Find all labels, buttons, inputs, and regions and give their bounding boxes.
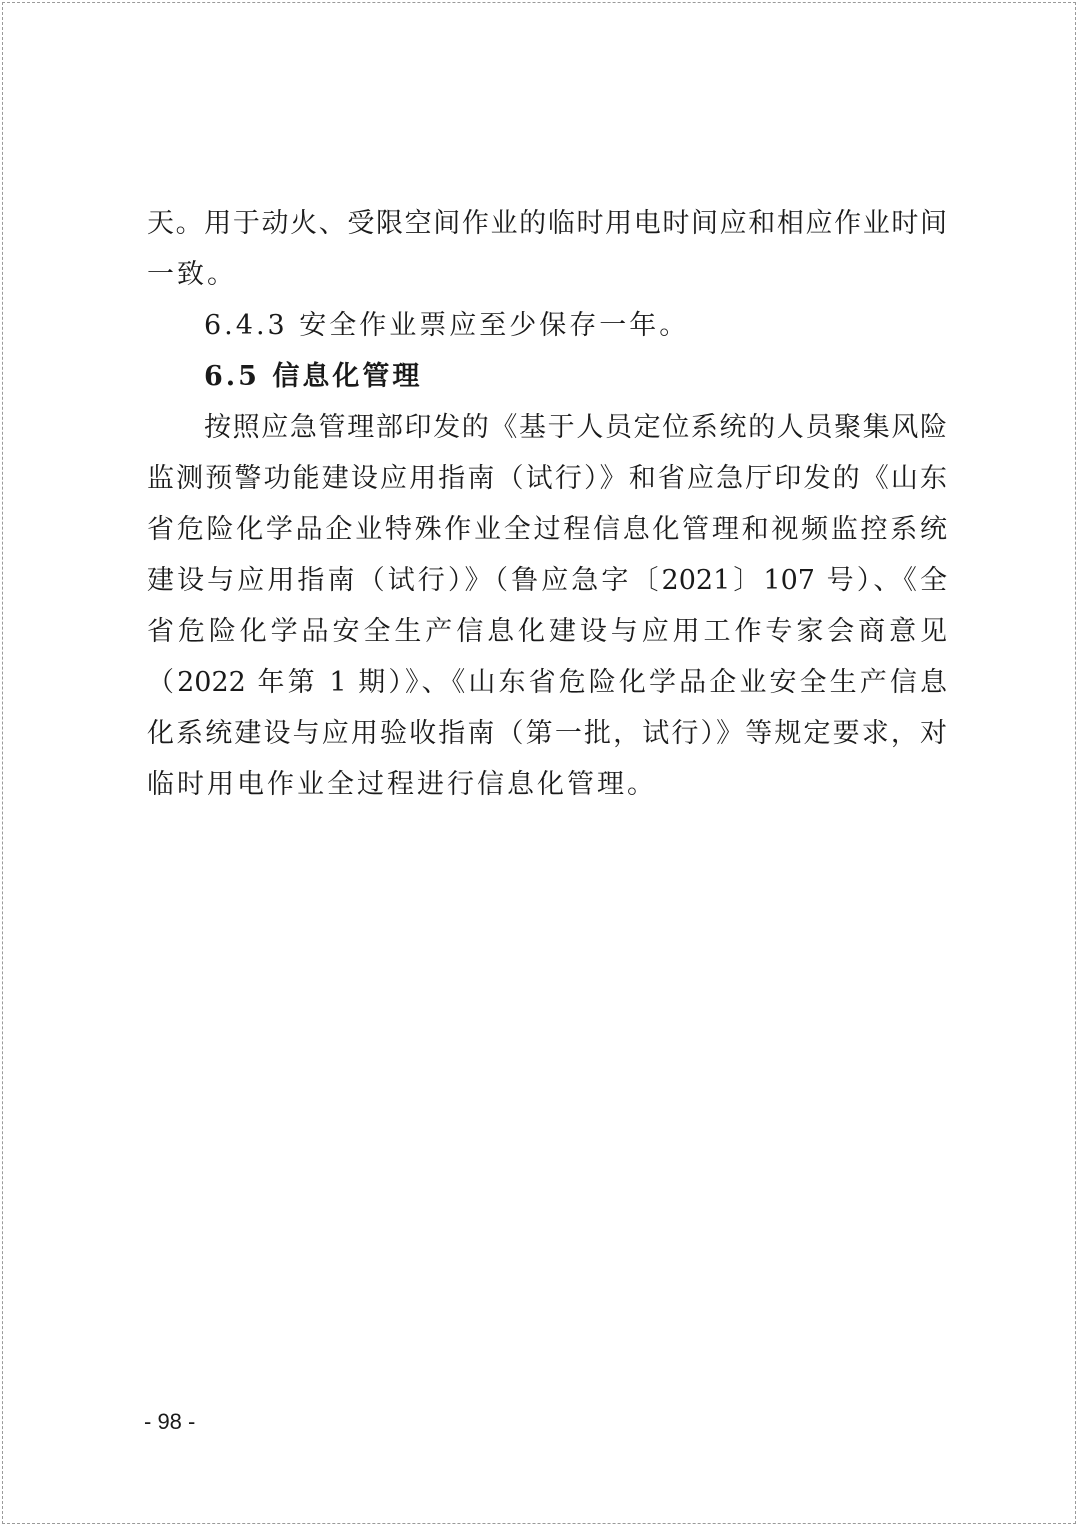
clause-6-4-3: 6.4.3 安全作业票应至少保存一年。 <box>204 310 690 341</box>
page-number: - 98 - <box>144 1409 196 1434</box>
body-text-line: 化系统建设与应用验收指南（第一批，试行）》等规定要求，对 <box>147 718 947 749</box>
body-text-line: 天。用于动火、受限空间作业的临时用电时间应和相应作业时间 <box>147 208 947 239</box>
body-text-line: 临时用电作业全过程进行信息化管理。 <box>147 769 657 800</box>
section-heading-6-5: 6.5 信息化管理 <box>204 361 423 392</box>
body-text-line: 建设与应用指南（试行）》（鲁应急字〔2021〕107 号）、《全 <box>147 565 947 596</box>
body-text-line: 一致。 <box>147 259 237 290</box>
body-text-line: 省危险化学品安全生产信息化建设与应用工作专家会商意见 <box>147 616 947 647</box>
body-text-line: 监测预警功能建设应用指南（试行）》和省应急厅印发的《山东 <box>147 463 947 494</box>
body-text-line: （2022 年第 1 期）》、《山东省危险化学品企业安全生产信息 <box>147 667 947 698</box>
body-text-line: 省危险化学品企业特殊作业全过程信息化管理和视频监控系统 <box>147 514 947 545</box>
document-body <box>147 198 947 810</box>
body-text-line: 按照应急管理部印发的《基于人员定位系统的人员聚集风险 <box>204 412 947 443</box>
